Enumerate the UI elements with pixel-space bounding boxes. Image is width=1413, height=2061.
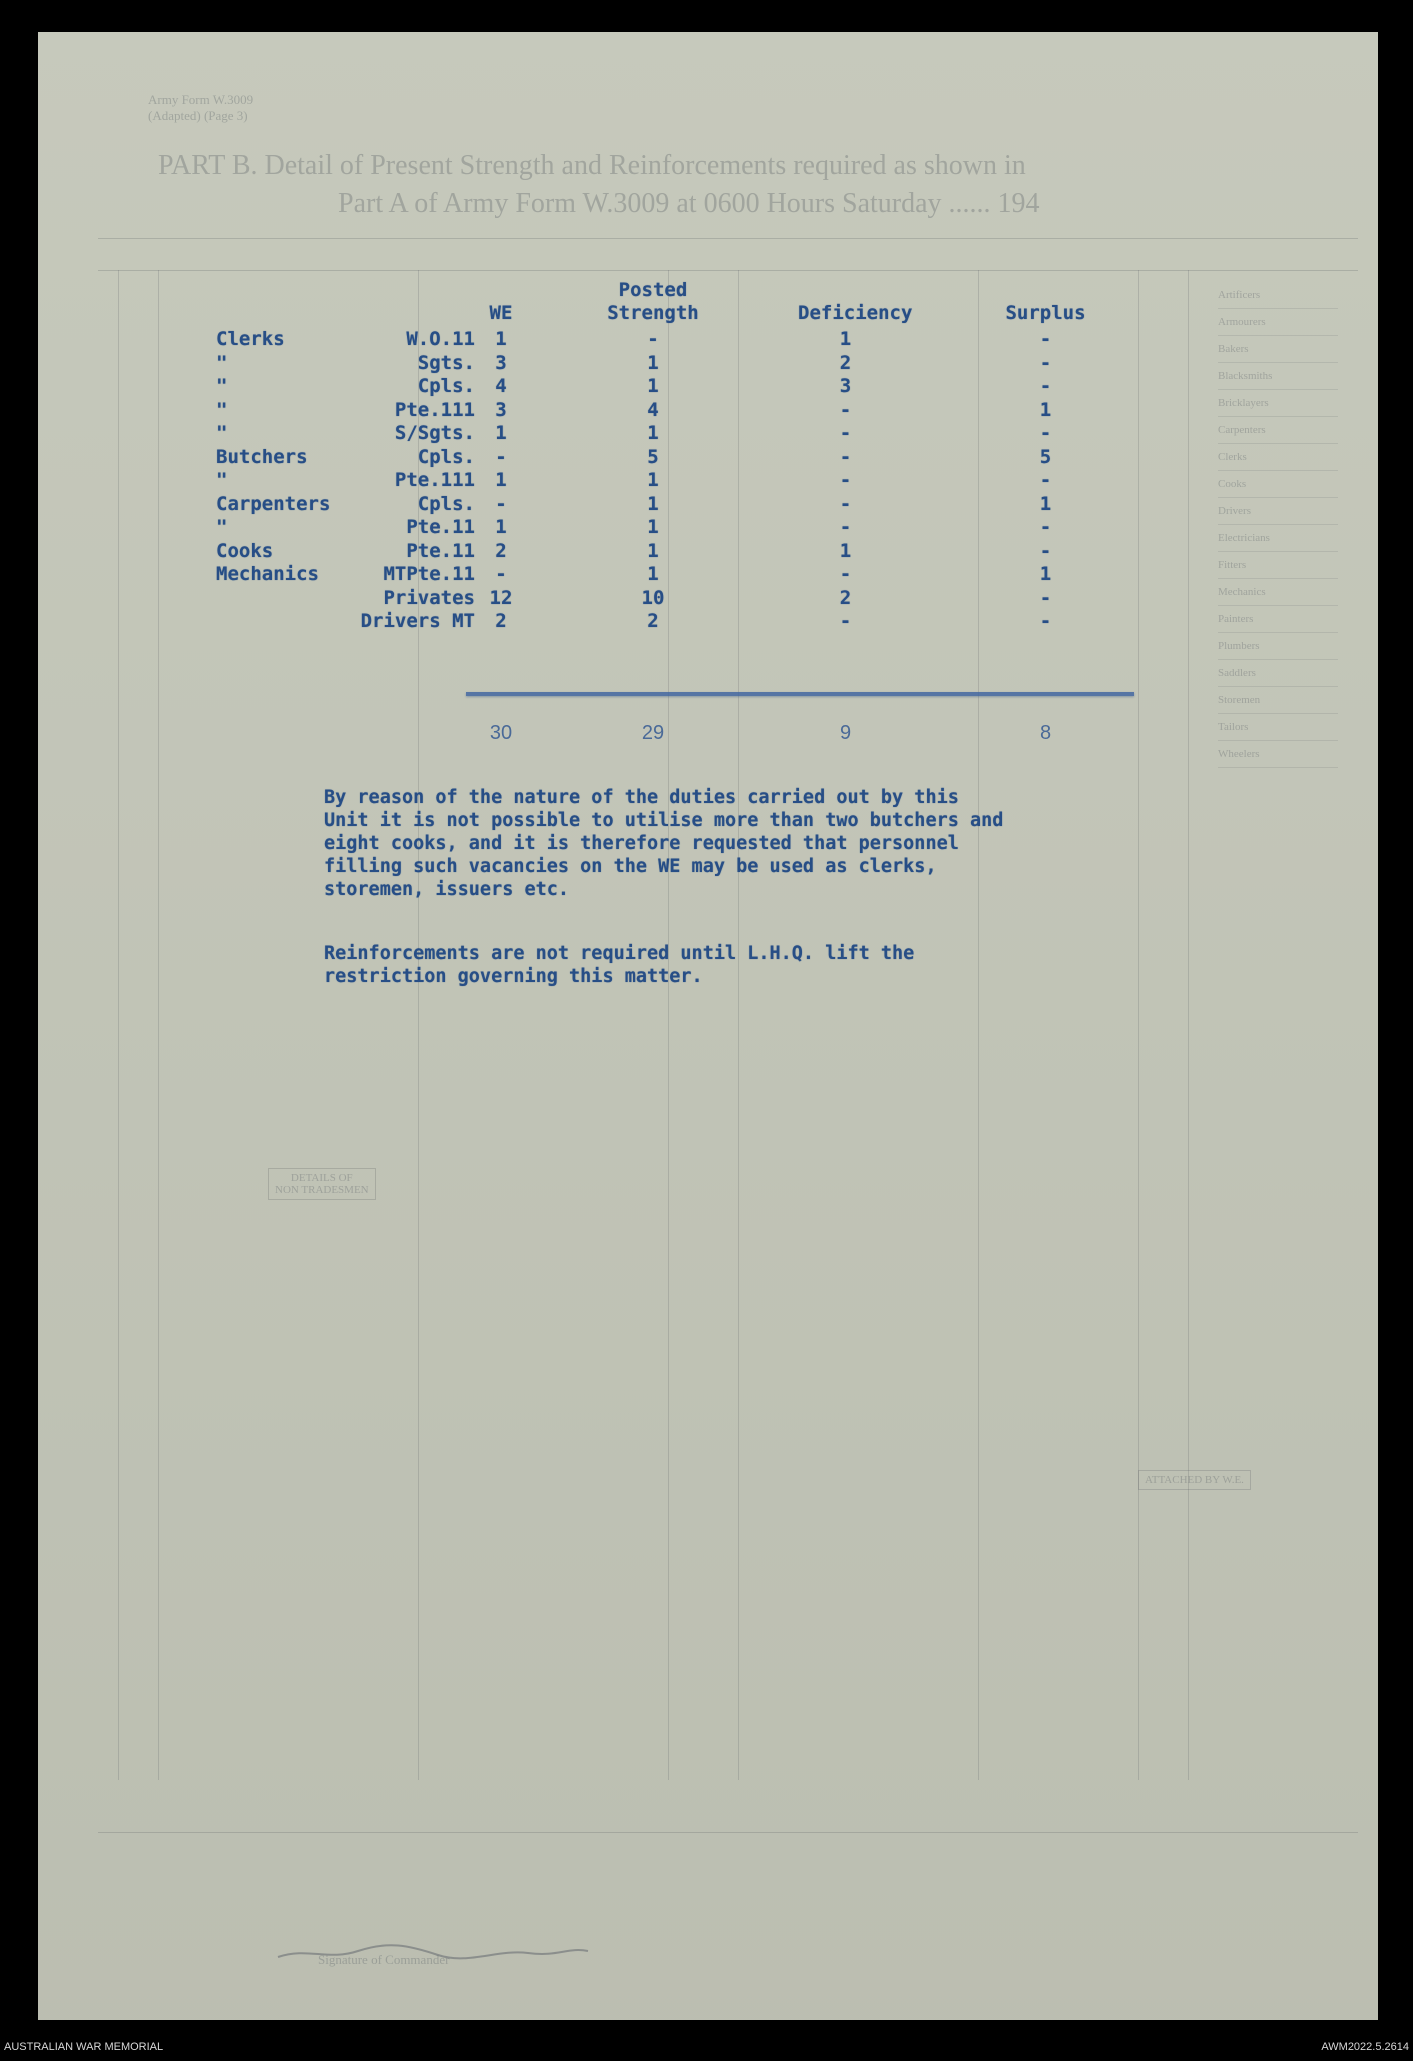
table-row (38, 469, 1378, 493)
header-surplus: Surplus (1005, 302, 1086, 324)
row-rank: Drivers MT (360, 610, 475, 632)
row-surplus: - (1039, 610, 1052, 632)
table-row (38, 587, 1378, 611)
row-posted: 1 (647, 492, 659, 515)
row-rank: S/Sgts. (394, 422, 475, 444)
row-rank: Pte.111 (394, 398, 475, 421)
table-row (38, 422, 1378, 446)
strength-table (38, 328, 1378, 634)
form-box-details: DETAILS OF NON TRADESMEN (268, 1168, 376, 1200)
form-rule-top (98, 238, 1358, 239)
row-posted: 5 (647, 445, 659, 468)
row-we: 1 (495, 469, 507, 491)
form-trade-item: Bricklayers (1218, 390, 1338, 417)
form-trade-item: Electricians (1218, 525, 1338, 552)
total-we: 30 (489, 722, 513, 744)
row-category: " (216, 375, 228, 397)
row-surplus: - (1039, 375, 1052, 397)
row-deficiency: - (839, 563, 852, 585)
table-row (38, 493, 1378, 517)
row-deficiency: - (839, 422, 852, 444)
form-trade-item: Tailors (1218, 714, 1338, 741)
row-deficiency: - (839, 610, 852, 632)
row-rank: Cpls. (417, 375, 475, 397)
row-rank: Sgts. (417, 351, 475, 374)
row-category: Mechanics (216, 563, 319, 585)
paragraph-reason: By reason of the nature of the duties carried out by this Unit it is not possible to utilise more than two butchers and eight cooks, and it is therefore requested that personnel filling such vacancies on the WE may be used as clerks, storemen, issuers etc. (324, 787, 1004, 900)
form-trade-item: Blacksmiths (1218, 363, 1338, 390)
form-title-line-2: Part A of Army Form W.3009 at 0600 Hours Saturday ...... 194 (338, 188, 1040, 219)
row-we: 1 (495, 422, 507, 444)
table-row (38, 328, 1378, 352)
row-posted: 2 (647, 610, 659, 632)
row-surplus: - (1039, 351, 1052, 374)
row-posted: 10 (641, 586, 665, 609)
row-we: 1 (495, 328, 507, 350)
row-rank: Cpls. (417, 492, 475, 515)
header-we: WE (489, 302, 513, 324)
table-row (38, 610, 1378, 634)
total-rule (466, 692, 1134, 696)
form-trade-item: Mechanics (1218, 579, 1338, 606)
row-we: 3 (495, 398, 507, 421)
table-row (38, 352, 1378, 376)
row-surplus: 1 (1039, 563, 1052, 585)
row-posted: 1 (647, 539, 659, 562)
total-deficiency: 9 (839, 722, 852, 744)
row-rank: W.O.11 (406, 328, 475, 350)
row-we: 3 (495, 351, 507, 374)
row-category: " (216, 351, 228, 374)
header-deficiency: Deficiency (798, 302, 913, 324)
total-surplus: 8 (1039, 722, 1052, 744)
row-rank: MTPte.11 (383, 563, 475, 585)
form-title (158, 150, 1358, 220)
row-we: 12 (489, 586, 513, 609)
row-surplus: - (1039, 516, 1052, 538)
table-row (38, 540, 1378, 564)
row-category: " (216, 516, 228, 538)
row-we: 1 (495, 516, 507, 538)
row-surplus: - (1039, 328, 1052, 350)
row-surplus: 1 (1039, 492, 1052, 515)
row-category: Butchers (216, 445, 308, 468)
form-trade-item: Cooks (1218, 471, 1338, 498)
row-rank: Pte.111 (394, 469, 475, 491)
row-posted: 1 (647, 469, 659, 491)
row-posted: 1 (647, 563, 659, 585)
row-posted: - (647, 328, 659, 350)
row-rank: Cpls. (417, 445, 475, 468)
row-posted: 1 (647, 516, 659, 538)
row-posted: 1 (647, 422, 659, 444)
table-row (38, 563, 1378, 587)
row-deficiency: - (839, 469, 852, 491)
form-trade-item: Drivers (1218, 498, 1338, 525)
row-surplus: - (1039, 422, 1052, 444)
archive-reference: AWM2022.5.2614 (1321, 2041, 1409, 2053)
row-deficiency: - (839, 516, 852, 538)
archive-caption: AUSTRALIAN WAR MEMORIAL (4, 2041, 164, 2053)
row-we: 2 (495, 539, 507, 562)
row-category: Clerks (216, 328, 285, 350)
form-trade-item: Fitters (1218, 552, 1338, 579)
row-category: Cooks (216, 539, 274, 562)
form-trade-item: Armourers (1218, 309, 1338, 336)
row-rank: Pte.11 (406, 516, 475, 538)
row-deficiency: - (839, 445, 852, 468)
form-trade-item: Wheelers (1218, 741, 1338, 768)
row-surplus: - (1039, 586, 1052, 609)
form-title-line-1: PART B. Detail of Present Strength and Reinforcements required as shown in (158, 150, 1026, 181)
row-posted: 1 (647, 375, 659, 397)
row-we: 2 (495, 610, 507, 632)
row-we: 4 (495, 375, 507, 397)
form-trade-item: Artificers (1218, 282, 1338, 309)
signature-scrawl (268, 1927, 598, 1967)
form-box-attached: ATTACHED BY W.E. (1138, 1470, 1251, 1490)
row-deficiency: 2 (839, 586, 852, 609)
row-deficiency: 2 (839, 351, 852, 374)
row-surplus: 5 (1039, 445, 1052, 468)
form-trade-item: Saddlers (1218, 660, 1338, 687)
table-row (38, 446, 1378, 470)
table-row (38, 516, 1378, 540)
signature-label: Signature of Commander (318, 1952, 450, 1967)
row-category: " (216, 469, 228, 491)
total-posted: 29 (641, 722, 665, 744)
row-posted: 4 (647, 398, 659, 421)
row-deficiency: 1 (839, 539, 852, 562)
row-we: - (495, 563, 507, 585)
row-deficiency: - (839, 492, 852, 515)
form-trade-item: Clerks (1218, 444, 1338, 471)
form-reference: Army Form W.3009 (Adapted) (Page 3) (148, 92, 254, 123)
form-trade-item: Bakers (1218, 336, 1338, 363)
form-rule-header (98, 270, 1358, 271)
row-deficiency: 1 (839, 328, 852, 350)
table-row (38, 399, 1378, 423)
header-posted-strength: Posted Strength (607, 279, 699, 324)
row-rank: Privates (383, 586, 475, 609)
form-trade-item: Plumbers (1218, 633, 1338, 660)
document-page (38, 32, 1378, 2020)
row-category: " (216, 398, 228, 421)
row-we: - (495, 445, 507, 468)
row-we: - (495, 492, 507, 515)
row-category: Carpenters (216, 492, 331, 515)
form-trade-item: Storemen (1218, 687, 1338, 714)
table-row (38, 375, 1378, 399)
row-rank: Pte.11 (406, 539, 475, 562)
row-posted: 1 (647, 351, 659, 374)
row-surplus: 1 (1039, 398, 1052, 421)
form-rule-bottom (98, 1832, 1358, 1833)
row-surplus: - (1039, 469, 1052, 491)
row-deficiency: 3 (839, 375, 852, 397)
paragraph-reinforcements: Reinforcements are not required until L.H.Q. lift the restriction governing this matter. (324, 943, 915, 987)
row-category: " (216, 422, 228, 444)
row-deficiency: - (839, 398, 852, 421)
row-surplus: - (1039, 539, 1052, 562)
form-trade-item: Carpenters (1218, 417, 1338, 444)
form-trade-item: Painters (1218, 606, 1338, 633)
